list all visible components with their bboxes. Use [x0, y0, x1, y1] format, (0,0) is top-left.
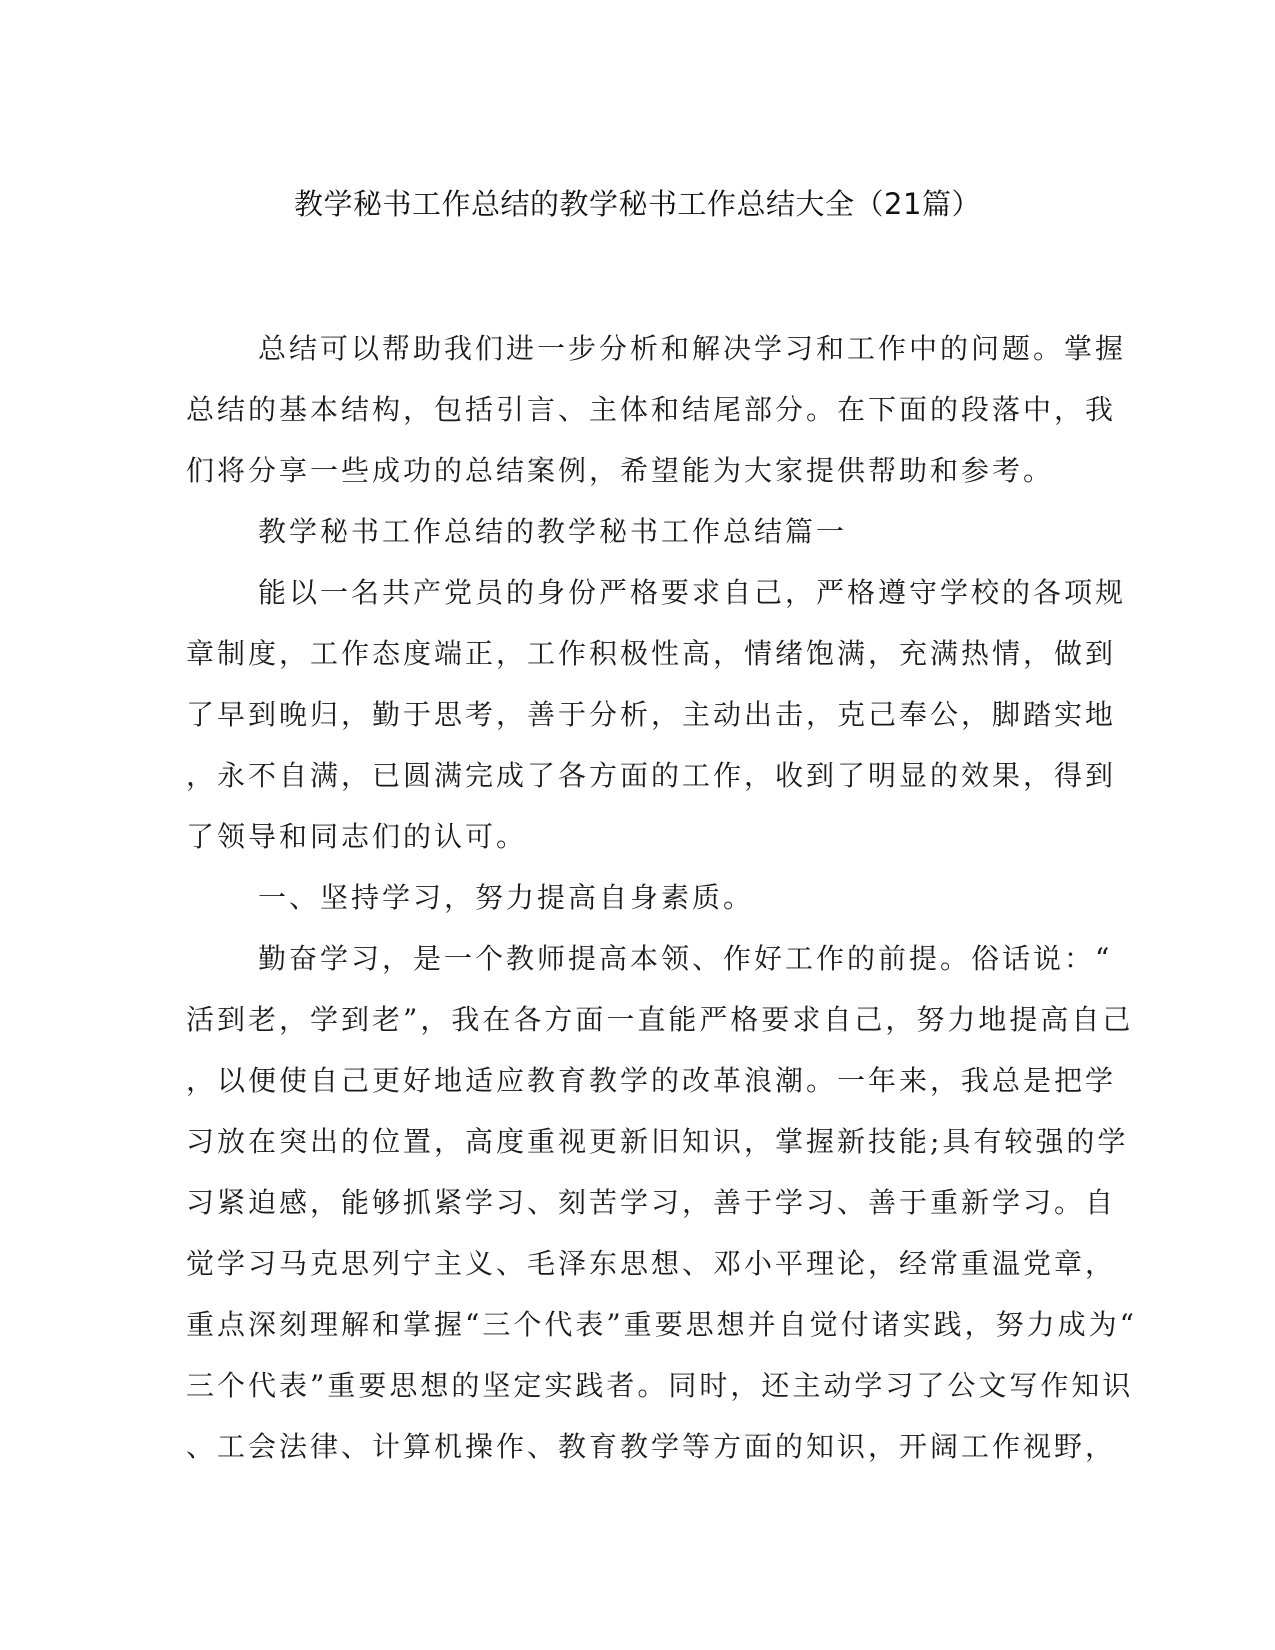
section-heading: 教学秘书工作总结的教学秘书工作总结篇一	[258, 515, 848, 548]
text-line: 们将分享一些成功的总结案例，希望能为大家提供帮助和参考。	[186, 454, 1055, 487]
text-line: 习紧迫感，能够抓紧学习、刻苦学习，善于学习、善于重新学习。自	[186, 1186, 1117, 1219]
text-line: 总结可以帮助我们进一步分析和解决学习和工作中的问题。掌握	[258, 332, 1127, 365]
text-line: 、工会法律、计算机操作、教育教学等方面的知识，开阔工作视野，	[186, 1430, 1117, 1463]
text-line: 章制度，工作态度端正，工作积极性高，情绪饱满，充满热情，做到	[186, 637, 1117, 670]
text-line: 勤奋学习，是一个教师提高本领、作好工作的前提。俗话说：“	[258, 942, 1113, 975]
document-title: 教学秘书工作总结的教学秘书工作总结大全（21篇）	[294, 187, 981, 221]
text-line: 能以一名共产党员的身份严格要求自己，严格遵守学校的各项规	[258, 576, 1127, 609]
text-line: 觉学习马克思列宁主义、毛泽东思想、邓小平理论，经常重温党章，	[186, 1247, 1117, 1280]
text-line: 三个代表”重要思想的坚定实践者。同时，还主动学习了公文写作知识	[186, 1369, 1134, 1402]
text-line: 了早到晚归，勤于思考，善于分析，主动出击，克己奉公，脚踏实地	[186, 698, 1117, 731]
text-line: ，永不自满，已圆满完成了各方面的工作，收到了明显的效果，得到	[186, 759, 1117, 792]
text-line: ，以便使自己更好地适应教育教学的改革浪潮。一年来，我总是把学	[186, 1064, 1117, 1097]
text-line: 习放在突出的位置，高度重视更新旧知识，掌握新技能;具有较强的学	[186, 1125, 1129, 1158]
text-line: 总结的基本结构，包括引言、主体和结尾部分。在下面的段落中，我	[186, 393, 1117, 426]
subsection-heading: 一、坚持学习，努力提高自身素质。	[258, 881, 755, 914]
document-body	[186, 318, 1137, 1477]
text-line: 活到老，学到老”，我在各方面一直能严格要求自己，努力地提高自己	[186, 1003, 1134, 1036]
text-line: 重点深刻理解和掌握“三个代表”重要思想并自觉付诸实践，努力成为“	[186, 1308, 1137, 1341]
text-line: 了领导和同志们的认可。	[186, 820, 528, 853]
